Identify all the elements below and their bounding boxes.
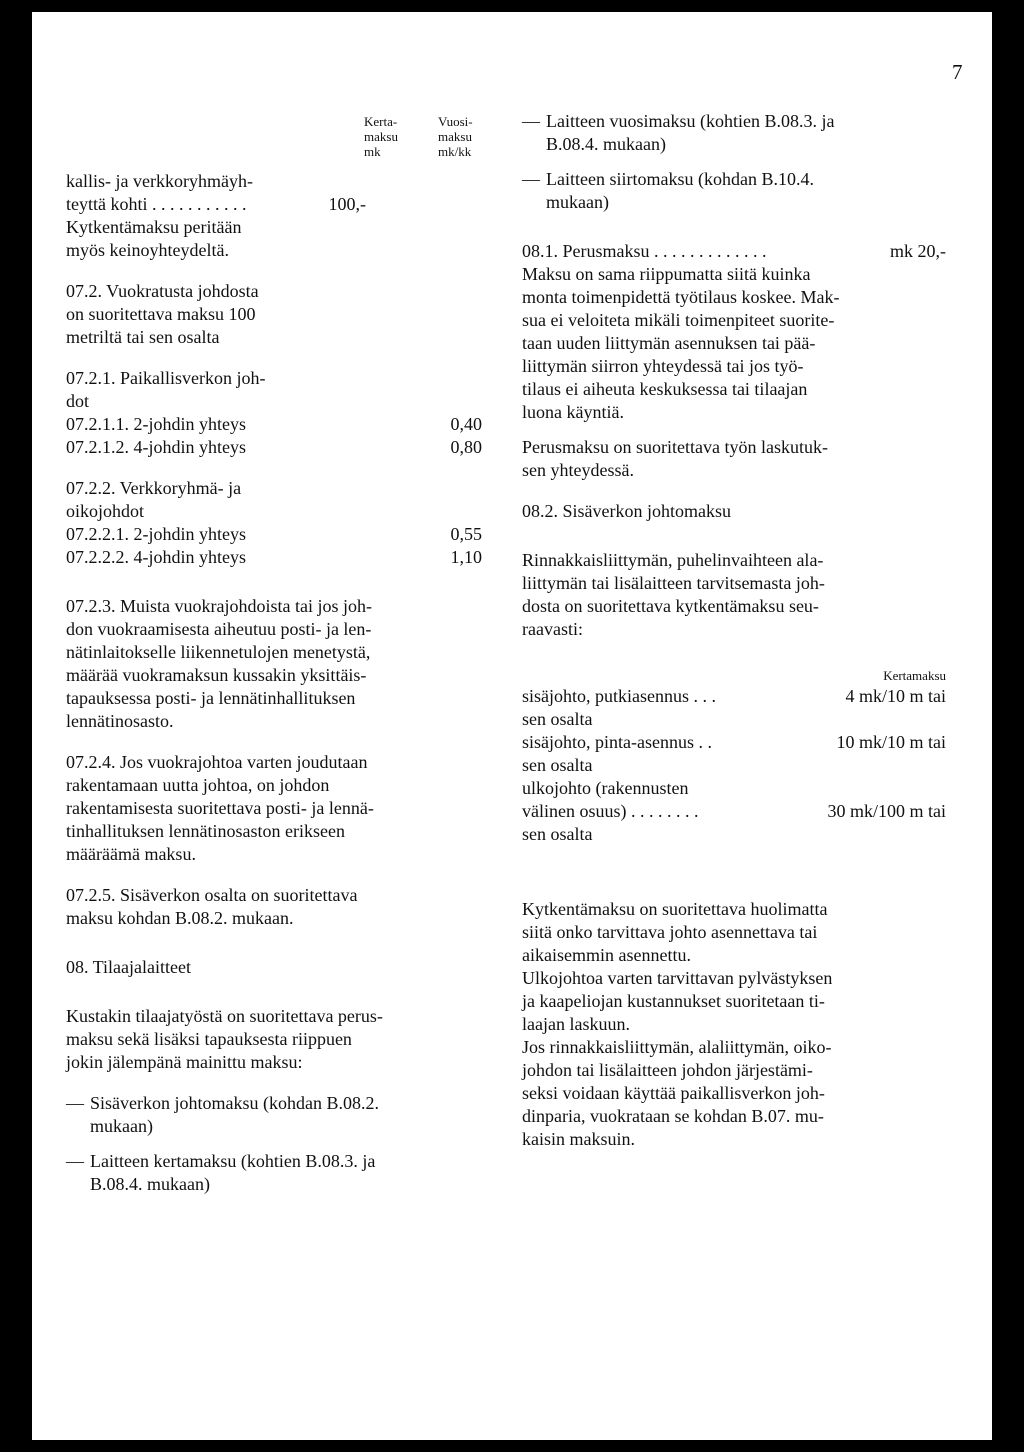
section-08-1-billing: Perusmaksu on suoritettava työn laskutuk- sen yhteydessä.: [522, 437, 828, 480]
kertamaksu-label: Kertamaksu: [883, 668, 946, 683]
section-08-body: Kustakin tilaajatyöstä on suoritettava perus- maksu sekä lisäksi tapauksesta riippuen jokin jälempänä mainittu maksu:: [66, 1006, 383, 1072]
section-08-1: 08.1. Perusmaksu . . . . . . . . . . . . . mk 20,- Maksu on sama riippumatta siitä kuinka monta toimenpidettä työtilaus koskee. Mak- sua ei veloiteta mikäli toimenpiteet suorite- taan uuden liittymän asennuksen tai pää- liittymän siirron yhteydessä tai jos työ- tilaus ei aiheuta keskuksessa tai tilaajan luona käyntiä.: [522, 241, 946, 422]
dash-item-siirtomaksu: — Laitteen siirtomaksu (kohdan B.10.4. mukaan): [522, 169, 814, 212]
closing-paragraphs: Kytkentämaksu on suoritettava huolimatta siitä onko tarvittava johto asennettava tai aikaisemmin asennettu. Ulkojohtoa varten tarvittavan pylvästyksen ja kaapeliojan kustannukset suoritetaan ti- laajan laskuun. Jos rinnakkaisliittymän, alaliittymän, oiko- johdon tai lisälaitteen johdon järjestämi- seksi voidaan käyttää paikallisverkon joh- dinparia, vuokrataan se kohdan B.07. mu- kaisin maksuin.: [522, 899, 833, 1149]
page-number: 7: [952, 60, 963, 84]
dash-item-vuosimaksu: — Laitteen vuosimaksu (kohtien B.08.3. ja B.08.4. mukaan): [522, 111, 835, 154]
section-08-2-body: Rinnakkaisliittymän, puhelinvaihteen ala- liittymän tai lisälaitteen tarvitsemasta joh- dosta on suoritettava kytkentämaksu seu- raavasti:: [522, 550, 825, 639]
kertamaksu-column-header: Kerta- maksu mk: [364, 114, 398, 159]
fee-row: sisäjohto, pinta-asennus . . 10 mk/10 m tai: [522, 732, 946, 752]
dash-item-sisaverkko: — Sisäverkon johtomaksu (kohdan B.08.2. mukaan): [66, 1093, 379, 1136]
scan-border-left: [0, 0, 32, 1452]
fee-row: ulkojohto (rakennusten: [522, 778, 689, 798]
fee-row: sisäjohto, putkiasennus . . . 4 mk/10 m tai: [522, 686, 946, 706]
section-07-2-3: 07.2.3. Muista vuokrajohdoista tai jos joh- don vuokraamisesta aiheutuu posti- ja len- nätinlaitokselle liikennetulojen menetystä, määrää vuokramaksun kussakin yksittäis- tapauksessa posti- ja lennätinhallituksen lennätinosasto.: [66, 596, 372, 731]
section-07-2-1: 07.2.1. Paikallisverkon joh- dot 07.2.1.1. 2-johdin yhteys 0,40 07.2.1.2. 4-johdin yhteys 0,80: [66, 368, 482, 457]
vuosimaksu-column-header: Vuosi- maksu mk/kk: [438, 114, 473, 159]
section-08-2-heading: 08.2. Sisäverkon johtomaksu: [522, 501, 731, 521]
section-08-heading: 08. Tilaajalaitteet: [66, 957, 191, 977]
section-07-2-2: 07.2.2. Verkkoryhmä- ja oikojohdot 07.2.2.1. 2-johdin yhteys 0,55 07.2.2.2. 4-johdin yhteys 1,10: [66, 478, 482, 567]
fee-row: välinen osuus) . . . . . . . . 30 mk/100 m tai: [522, 801, 946, 821]
right-column: [522, 110, 946, 1151]
section-07-2-5: 07.2.5. Sisäverkon osalta on suoritettava maksu kohdan B.08.2. mukaan.: [66, 885, 358, 928]
fee-table: sisäjohto, putkiasennus . . . 4 mk/10 m tai sen osalta sisäjohto, pinta-asennus . . 10 mk/10 m tai sen osalta ulkojohto (rakennusten välinen osuus) . . . . . . . . 30 mk/100 m tai sen osalta: [522, 686, 946, 844]
scan-border-bottom: [0, 1440, 1024, 1452]
scan-border-right: [992, 0, 1024, 1452]
dash-item-kertamaksu: — Laitteen kertamaksu (kohtien B.08.3. ja B.08.4. mukaan): [66, 1151, 376, 1194]
scan-border-top: [0, 0, 1024, 12]
section-07-2-4: 07.2.4. Jos vuokrajohtoa varten joudutaan rakentamaan uutta johtoa, on johdon rakentamisesta suoritettava posti- ja lennä- tinhallituksen lennätinosaston erikseen määräämä maksu.: [66, 752, 374, 864]
left-column: [66, 170, 482, 1196]
section-07-2: 07.2. Vuokratusta johdosta on suoritettava maksu 100 metriltä tai sen osalta: [66, 281, 259, 347]
intro-paragraph: kallis- ja verkkoryhmäyh- teyttä kohti . . . . . . . . . . . 100,- Kytkentämaksu peritään myös keinoyhteydeltä.: [66, 171, 366, 260]
